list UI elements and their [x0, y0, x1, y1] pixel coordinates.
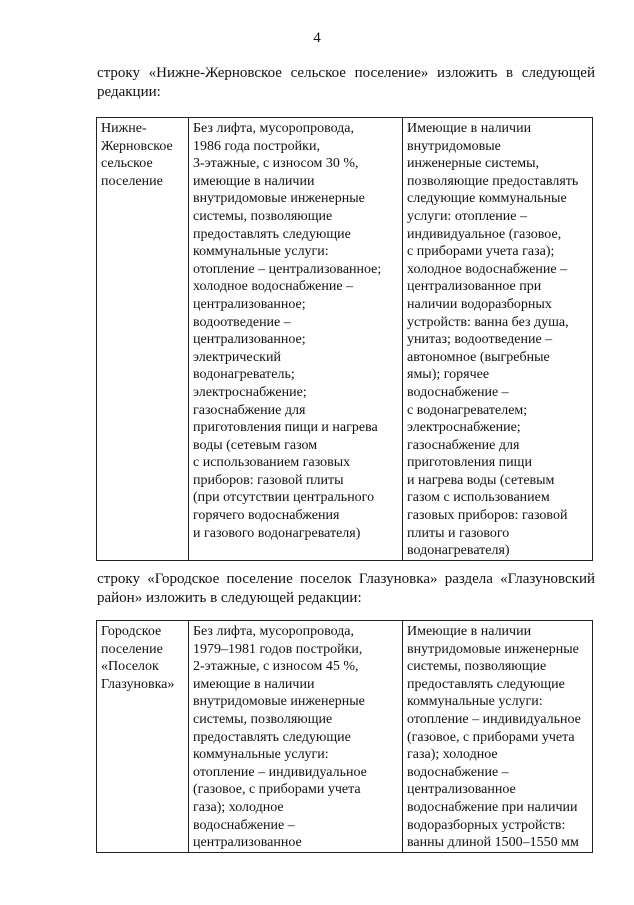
settlement-name-cell: Городское поселение «Поселок Глазуновка»: [97, 621, 189, 853]
building-characteristics-cell: Без лифта, мусоропровода, 1979–1981 годов постройки, 2-этажные, с износом 45 %, имеющие в наличии внутридомовые инженерные системы, позволяющие предоставлять следующие коммунальные услуги: отопление – индивидуальное (газовое, с приборами учета газа); холодное водоснабжение – централизованное: [189, 621, 403, 853]
settlement-table-nizhne-zhernovskoe: [96, 117, 593, 561]
table-row: [97, 621, 593, 853]
amendment-intro-nizhne-zhernovskoe: строку «Нижне-Жерновское сельское поселение» изложить в следующей редакции:: [97, 65, 595, 100]
settlement-name-cell: Нижне- Жерновское сельское поселение: [97, 118, 189, 561]
amendment-intro-glazunovka: строку «Городское поселение поселок Глазуновка» раздела «Глазуновский район» изложить в следующей редакции:: [97, 571, 595, 606]
table-row: [97, 118, 593, 561]
building-characteristics-cell: Без лифта, мусоропровода, 1986 года постройки, 3-этажные, с износом 30 %, имеющие в наличии внутридомовые инженерные системы, позволяющие предоставлять следующие коммунальные услуги: отопление – централизованное; холодное водоснабжение – централизованное; водоотведение – централизованное; электрический водонагреватель; электроснабжение; газоснабжение для приготовления пищи и нагрева воды (сетевым газом с использованием газовых приборов: газовой плиты (при отсутствии центрального горячего водоснабжения и газового водонагревателя): [189, 118, 403, 561]
engineering-systems-cell: Имеющие в наличии внутридомовые инженерные системы, позволяющие предоставлять следующие коммунальные услуги: отопление – индивидуальное (газовое, с приборами учета газа); холодное водоснабжение – централизованное водоснабжение при наличии водоразборных устройств: ванны длиной 1500–1550 мм: [403, 621, 593, 853]
engineering-systems-cell: Имеющие в наличии внутридомовые инженерные системы, позволяющие предоставлять следующие коммунальные услуги: отопление – индивидуальное (газовое, с приборами учета газа); холодное водоснабжение – централизованное при наличии водоразборных устройств: ванна без душа, унитаз; водоотведение – автономное (выгребные ямы); горячее водоснабжение – с водонагревателем; электроснабжение; газоснабжение для приготовления пищи и нагрева воды (сетевым газом с использованием газовых приборов: газовой плиты и газового водонагревателя): [403, 118, 593, 561]
settlement-table-glazunovka: [96, 620, 593, 853]
page-number: 4: [313, 30, 321, 46]
